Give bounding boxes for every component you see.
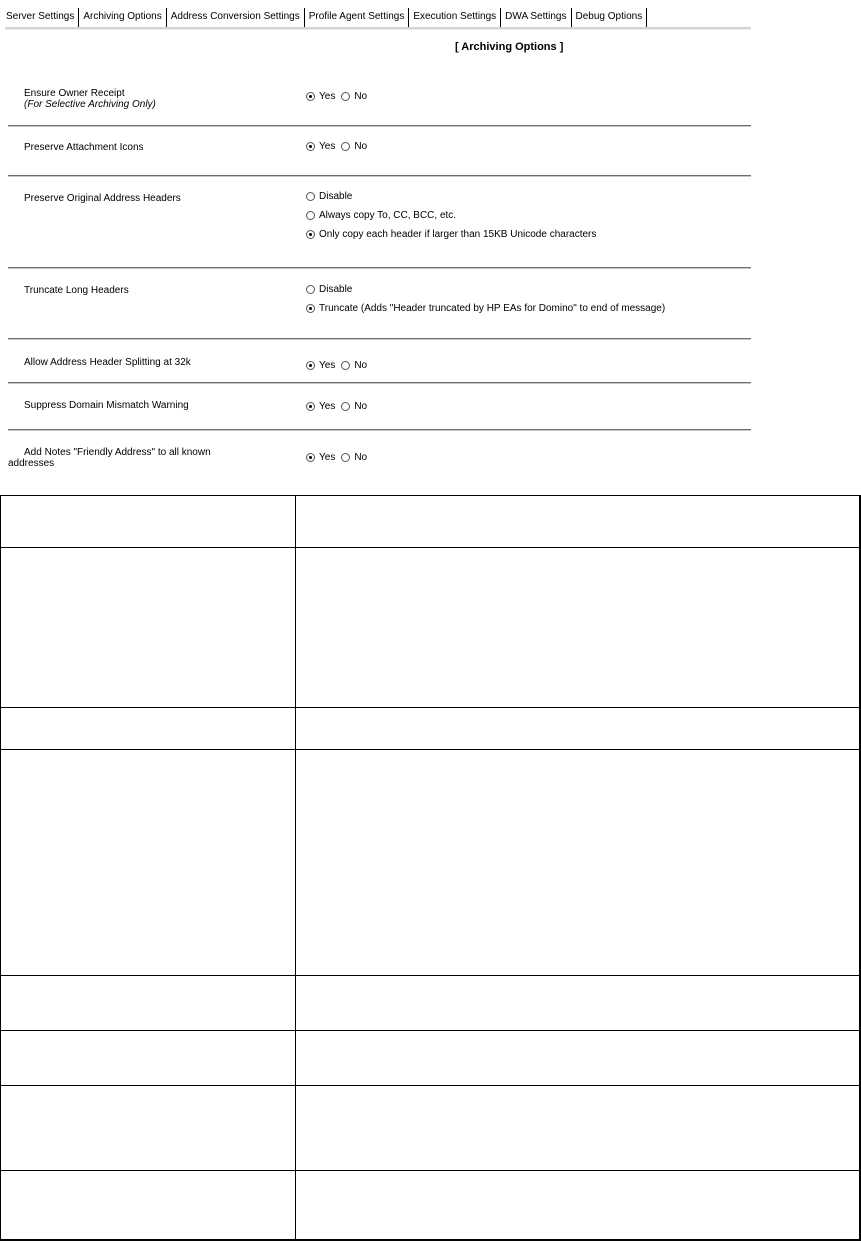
setting-ensure-owner-receipt <box>8 86 751 122</box>
radio-unselected-icon[interactable] <box>306 192 315 201</box>
friendly-address-yes[interactable] <box>306 452 335 463</box>
radio-unselected-icon[interactable] <box>341 92 350 101</box>
preserve-headers-always-copy[interactable] <box>306 210 456 221</box>
option-label: Always copy To, CC, BCC, etc. <box>319 210 457 221</box>
table-row-divider <box>0 1030 860 1031</box>
setting-label: Add Notes "Friendly Address" to all known addresses <box>8 447 211 469</box>
setting-label: Suppress Domain Mismatch Warning <box>24 400 189 411</box>
preserve-headers-disable[interactable] <box>306 191 352 202</box>
option-label: No <box>354 141 368 152</box>
table-row-divider <box>0 975 860 976</box>
option-label: Disable <box>319 191 353 202</box>
radio-unselected-icon[interactable] <box>306 211 315 220</box>
radio-unselected-icon[interactable] <box>341 453 350 462</box>
ensure-owner-receipt-yes[interactable] <box>306 91 335 102</box>
radio-unselected-icon[interactable] <box>341 142 350 151</box>
option-label: Disable <box>319 284 353 295</box>
row-divider <box>8 267 751 268</box>
setting-label <box>24 88 156 110</box>
tab-address-conversion-settings[interactable]: Address Conversion Settings <box>167 8 305 30</box>
row-divider <box>8 175 751 176</box>
radio-selected-icon[interactable] <box>306 304 315 313</box>
option-label: No <box>354 401 368 412</box>
tab-profile-agent-settings[interactable]: Profile Agent Settings <box>305 8 410 30</box>
radio-selected-icon[interactable] <box>306 230 315 239</box>
option-label: Only copy each header if larger than 15KB Unicode characters <box>319 229 597 240</box>
truncate-headers-truncate[interactable] <box>306 303 665 314</box>
setting-truncate-long-headers <box>8 280 751 324</box>
truncate-long-headers-options <box>306 280 671 318</box>
option-label: No <box>354 452 368 463</box>
setting-label: Preserve Attachment Icons <box>24 142 144 153</box>
option-label: No <box>354 91 368 102</box>
allow-splitting-no[interactable] <box>341 360 367 371</box>
tab-debug-options[interactable]: Debug Options <box>572 8 648 30</box>
allow-address-header-splitting-options <box>306 356 373 375</box>
radio-unselected-icon[interactable] <box>341 402 350 411</box>
allow-splitting-yes[interactable] <box>306 360 335 371</box>
setting-allow-address-header-splitting <box>8 354 751 376</box>
option-label: Truncate (Adds "Header truncated by HP EAs for Domino" to end of message) <box>319 303 666 314</box>
suppress-domain-mismatch-options <box>306 397 373 416</box>
option-label: Yes <box>319 91 336 102</box>
option-label: Yes <box>319 401 336 412</box>
radio-unselected-icon[interactable] <box>341 361 350 370</box>
setting-label-text: Ensure Owner Receipt <box>24 88 125 99</box>
table-row-divider <box>0 1085 860 1086</box>
option-label: Yes <box>319 452 336 463</box>
row-divider <box>8 338 751 339</box>
option-label: Yes <box>319 360 336 371</box>
setting-suppress-domain-mismatch-warning <box>8 397 751 419</box>
friendly-address-no[interactable] <box>341 452 367 463</box>
preserve-original-address-headers-options <box>306 187 602 244</box>
section-title: [ Archiving Options ] <box>455 41 564 53</box>
table-row-divider <box>0 1170 860 1171</box>
table-frame <box>0 495 861 1241</box>
option-label: No <box>354 360 368 371</box>
row-divider <box>8 429 751 430</box>
radio-unselected-icon[interactable] <box>306 285 315 294</box>
row-divider <box>8 125 751 126</box>
tab-dwa-settings[interactable]: DWA Settings <box>501 8 571 30</box>
row-divider <box>8 382 751 383</box>
truncate-headers-disable[interactable] <box>306 284 352 295</box>
table-row-divider <box>0 707 860 708</box>
tab-archiving-options[interactable]: Archiving Options <box>79 8 166 30</box>
suppress-mismatch-no[interactable] <box>341 401 367 412</box>
empty-table <box>0 495 860 1240</box>
radio-selected-icon[interactable] <box>306 142 315 151</box>
radio-selected-icon[interactable] <box>306 453 315 462</box>
table-row-divider <box>0 749 860 750</box>
tab-server-settings[interactable]: Server Settings <box>5 8 79 30</box>
ensure-owner-receipt-options <box>306 87 373 106</box>
preserve-headers-only-if-larger[interactable] <box>306 229 596 240</box>
radio-selected-icon[interactable] <box>306 402 315 411</box>
preserve-attachment-icons-options <box>306 137 373 156</box>
setting-add-notes-friendly-address <box>8 445 751 475</box>
radio-selected-icon[interactable] <box>306 92 315 101</box>
setting-label: Preserve Original Address Headers <box>24 193 181 204</box>
table-row-divider <box>0 547 860 548</box>
table-column-divider <box>295 495 296 1240</box>
add-notes-friendly-address-options <box>306 448 373 467</box>
radio-selected-icon[interactable] <box>306 361 315 370</box>
setting-label: Truncate Long Headers <box>24 285 129 296</box>
setting-preserve-original-address-headers <box>8 187 751 255</box>
preserve-attachment-icons-no[interactable] <box>341 141 367 152</box>
setting-sublabel: (For Selective Archiving Only) <box>24 99 156 110</box>
tab-strip-divider-highlight <box>5 29 751 30</box>
preserve-attachment-icons-yes[interactable] <box>306 141 335 152</box>
ensure-owner-receipt-no[interactable] <box>341 91 367 102</box>
suppress-mismatch-yes[interactable] <box>306 401 335 412</box>
option-label: Yes <box>319 141 336 152</box>
setting-preserve-attachment-icons <box>8 137 751 159</box>
tab-execution-settings[interactable]: Execution Settings <box>409 8 501 30</box>
setting-label: Allow Address Header Splitting at 32k <box>24 357 191 368</box>
